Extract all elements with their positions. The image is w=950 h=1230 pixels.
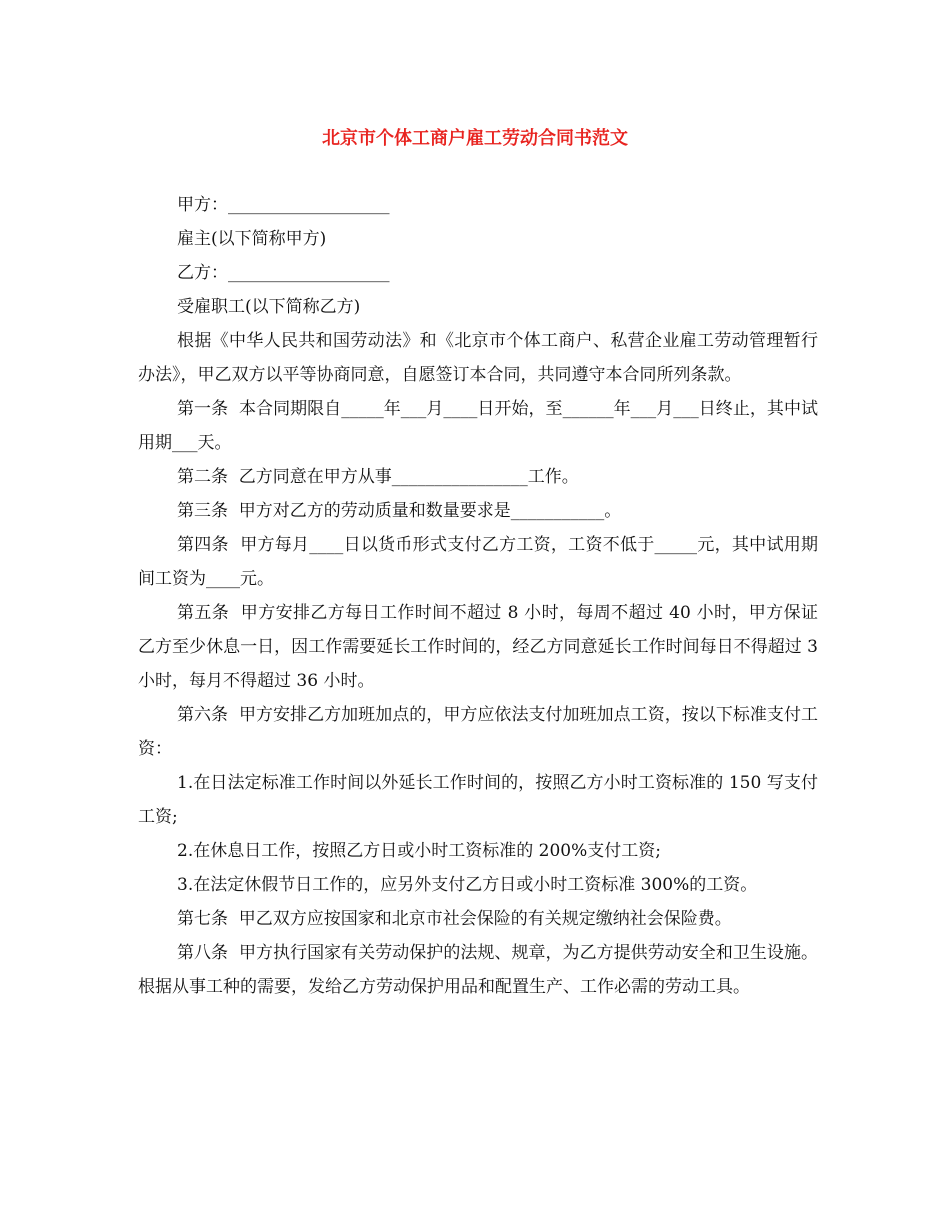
article-6: 第六条 甲方安排乙方加班加点的，甲方应依法支付加班加点工资，按以下标准支付工资：: [138, 705, 818, 759]
article-3: 第三条 甲方对乙方的劳动质量和数量要求是___________。: [177, 501, 622, 521]
article-6-item-3: 3.在法定休假节日工作的，应另外支付乙方日或小时工资标准 300%的工资。: [177, 875, 758, 895]
article-6-item-1: 1.在日法定标准工作时间以外延长工作时间的，按照乙方小时工资标准的 150 写支付工资;: [138, 773, 818, 827]
party-b-description: 受雇职工(以下简称乙方): [177, 297, 361, 317]
article-4: 第四条 甲方每月____日以货币形式支付乙方工资，工资不低于_____元，其中试用期间工资为____元。: [138, 535, 818, 589]
article-7: 第七条 甲乙双方应按国家和北京市社会保险的有关规定缴纳社会保险费。: [177, 909, 732, 929]
article-1: 第一条 本合同期限自_____年___月____日开始，至______年___月___日终止，其中试用期___天。: [138, 399, 818, 453]
preamble-paragraph: 根据《中华人民共和国劳动法》和《北京市个体工商户、私营企业雇工劳动管理暂行办法》，甲乙双方以平等协商同意，自愿签订本合同，共同遵守本合同所列条款。: [138, 331, 818, 385]
article-2: 第二条 乙方同意在甲方从事________________工作。: [177, 467, 579, 487]
party-b-line: 乙方：___________________: [177, 263, 390, 283]
party-a-line: 甲方：___________________: [177, 195, 390, 215]
article-8: 第八条 甲方执行国家有关劳动保护的法规、规章，为乙方提供劳动安全和卫生设施。根据从事工种的需要，发给乙方劳动保护用品和配置生产、工作必需的劳动工具。: [138, 943, 818, 997]
document-title: 北京市个体工商户雇工劳动合同书范文: [322, 128, 628, 149]
article-5: 第五条 甲方安排乙方每日工作时间不超过 8 小时，每周不超过 40 小时，甲方保证乙方至少休息一日，因工作需要延长工作时间的，经乙方同意延长工作时间每日不得超过 3 小时，每月不得超过 36 小时。: [138, 603, 824, 691]
document-body: [138, 188, 824, 1004]
article-6-item-2: 2.在休息日工作，按照乙方日或小时工资标准的 200%支付工资;: [177, 841, 661, 861]
party-a-description: 雇主(以下简称甲方): [177, 229, 327, 249]
